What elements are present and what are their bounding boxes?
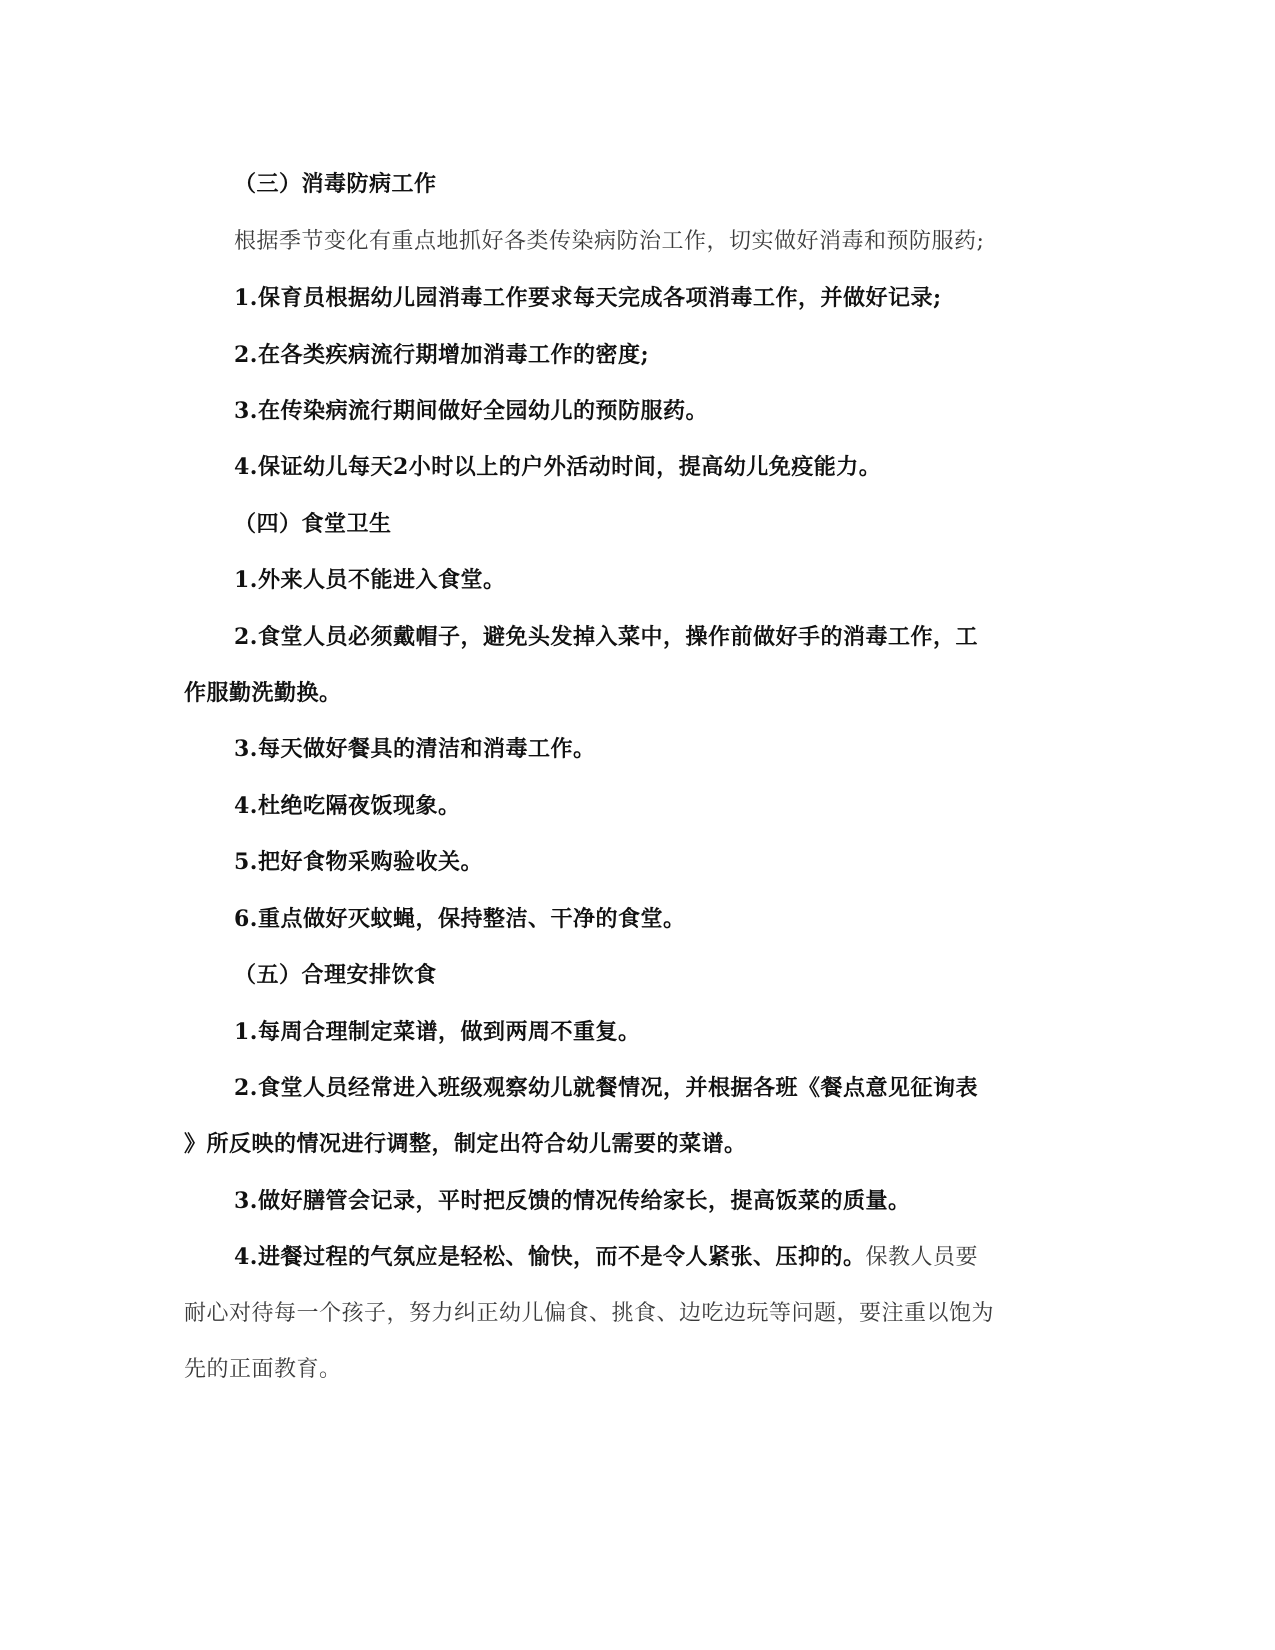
list-item: 1.保育员根据幼儿园消毒工作要求每天完成各项消毒工作，并做好记录;	[234, 285, 942, 311]
list-item: 6.重点做好灭蚊蝇，保持整洁、干净的食堂。	[234, 906, 686, 932]
list-item: 3.每天做好餐具的清洁和消毒工作。	[234, 736, 596, 762]
list-item-light-part: 保教人员要	[865, 1245, 978, 1270]
list-item-continuation: 》所反映的情况进行调整，制定出符合幼儿需要的菜谱。	[184, 1131, 747, 1157]
section-heading-disinfection: （三）消毒防病工作	[234, 171, 437, 197]
list-item-continuation: 作服勤洗勤换。	[184, 680, 342, 706]
list-item: 1.外来人员不能进入食堂。	[234, 567, 506, 593]
list-item: 3.在传染病流行期间做好全园幼儿的预防服药。	[234, 398, 708, 424]
list-item-bold-part: 4.进餐过程的气氛应是轻松、愉快，而不是令人紧张、压抑的。	[234, 1244, 866, 1270]
list-item: 4.保证幼儿每天2小时以上的户外活动时间，提高幼儿免疫能力。	[234, 454, 882, 480]
list-item: 2.食堂人员经常进入班级观察幼儿就餐情况，并根据各班《餐点意见征询表	[234, 1075, 978, 1101]
list-item: 5.把好食物采购验收关。	[234, 849, 483, 875]
list-item: 4.杜绝吃隔夜饭现象。	[234, 793, 461, 819]
list-item-continuation: 耐心对待每一个孩子，努力纠正幼儿偏食、挑食、边吃边玩等问题，要注重以饱为	[184, 1301, 995, 1326]
section-heading-canteen: （四）食堂卫生	[234, 511, 392, 537]
list-item: 1.每周合理制定菜谱，做到两周不重复。	[234, 1019, 641, 1045]
list-item: 2.在各类疾病流行期增加消毒工作的密度;	[234, 342, 650, 368]
list-item-mixed	[234, 1242, 978, 1273]
list-item-continuation: 先的正面教育。	[184, 1357, 342, 1382]
list-item: 2.食堂人员必须戴帽子，避免头发掉入菜中，操作前做好手的消毒工作，工	[234, 624, 978, 650]
list-item: 3.做好膳管会记录，平时把反馈的情况传给家长，提高饭菜的质量。	[234, 1188, 911, 1214]
section-heading-diet: （五）合理安排饮食	[234, 962, 437, 988]
section-intro-disinfection: 根据季节变化有重点地抓好各类传染病防治工作，切实做好消毒和预防服药;	[234, 229, 985, 254]
